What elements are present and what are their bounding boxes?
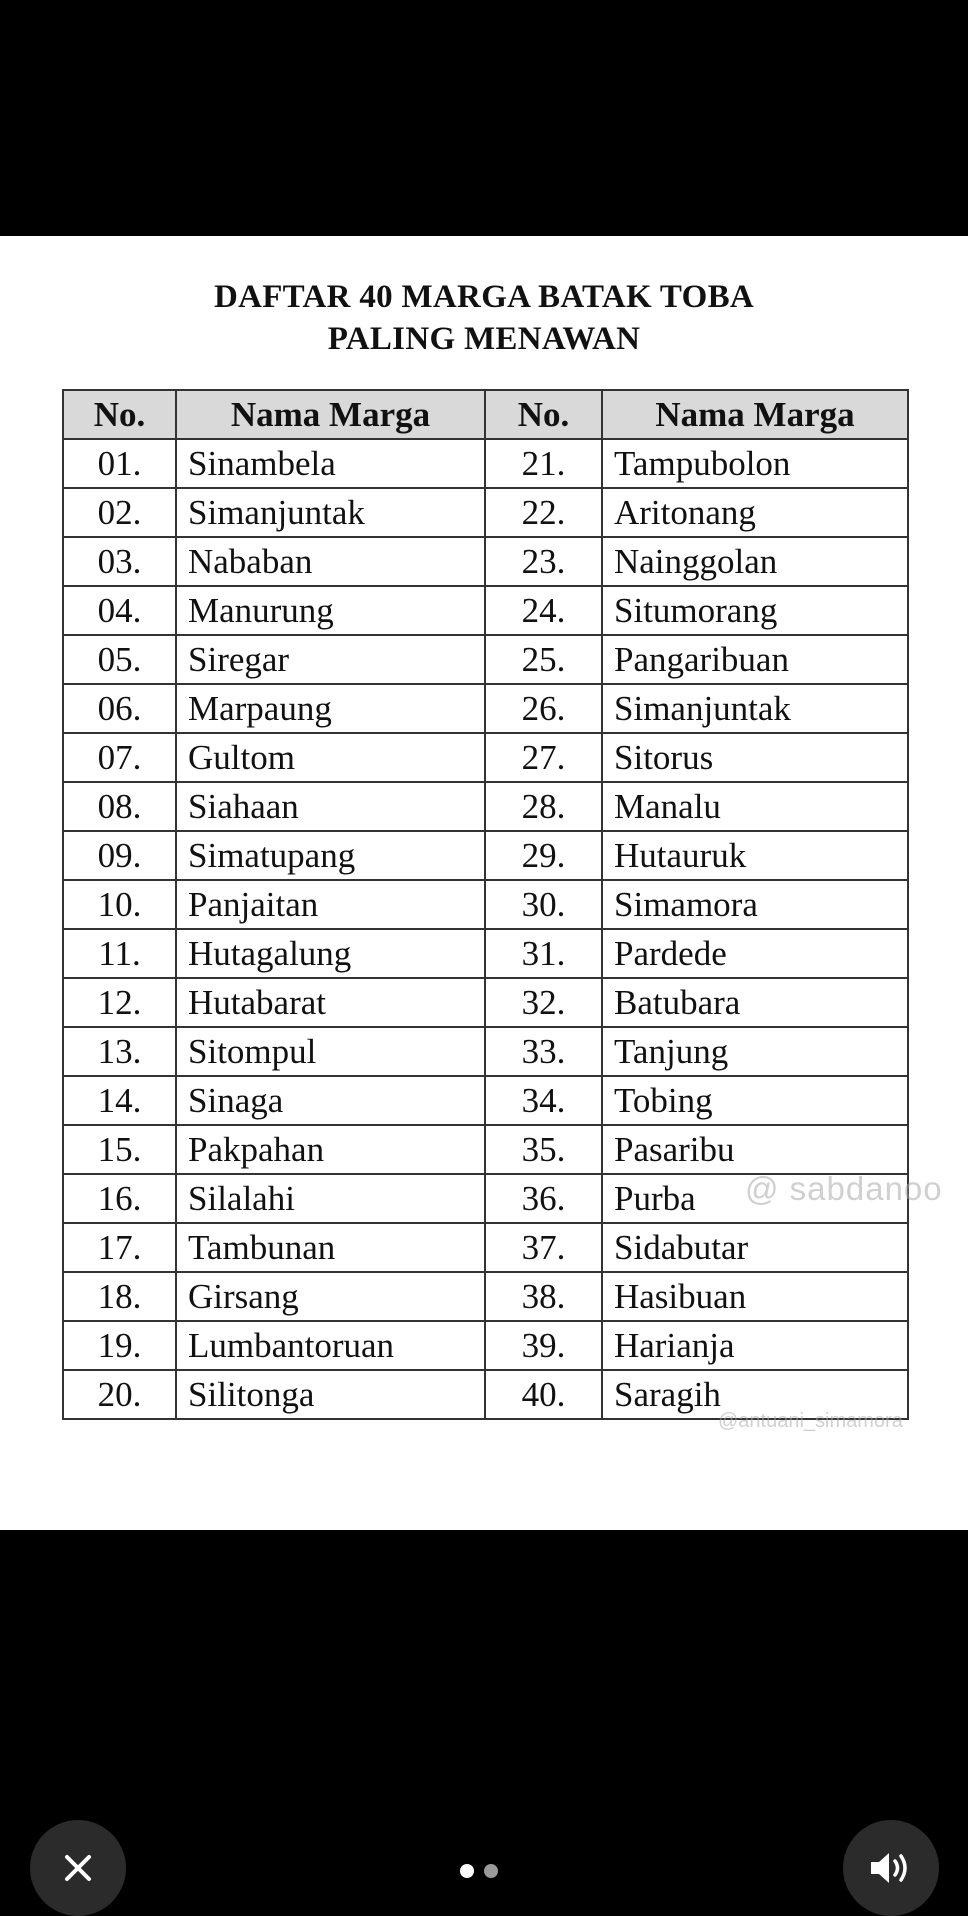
- marga-table: [62, 389, 909, 1420]
- row-marga-right: Pangaribuan: [602, 635, 908, 684]
- row-marga-left: Sitompul: [176, 1027, 485, 1076]
- row-number-right: 23.: [485, 537, 602, 586]
- row-marga-right: Sidabutar: [602, 1223, 908, 1272]
- page-dot-2[interactable]: [484, 1864, 498, 1878]
- row-number-left: 07.: [63, 733, 176, 782]
- row-number-right: 31.: [485, 929, 602, 978]
- close-button[interactable]: [30, 1820, 126, 1916]
- table-row: [63, 978, 908, 1027]
- row-number-left: 01.: [63, 439, 176, 488]
- row-marga-right: Tanjung: [602, 1027, 908, 1076]
- row-number-right: 36.: [485, 1174, 602, 1223]
- row-number-right: 37.: [485, 1223, 602, 1272]
- row-marga-right: Tampubolon: [602, 439, 908, 488]
- row-marga-left: Silalahi: [176, 1174, 485, 1223]
- table-row: [63, 488, 908, 537]
- table-row: [63, 782, 908, 831]
- player-controls: [0, 1800, 968, 1912]
- table-body: [63, 439, 908, 1419]
- table-row: [63, 880, 908, 929]
- row-number-left: 08.: [63, 782, 176, 831]
- row-marga-left: Sinaga: [176, 1076, 485, 1125]
- row-number-right: 28.: [485, 782, 602, 831]
- table-row: [63, 537, 908, 586]
- table-row: [63, 1223, 908, 1272]
- table-row: [63, 439, 908, 488]
- row-marga-right: Harianja: [602, 1321, 908, 1370]
- row-number-left: 10.: [63, 880, 176, 929]
- row-marga-right: Purba: [602, 1174, 908, 1223]
- row-marga-left: Lumbantoruan: [176, 1321, 485, 1370]
- table-row: [63, 1125, 908, 1174]
- row-number-left: 05.: [63, 635, 176, 684]
- row-marga-left: Marpaung: [176, 684, 485, 733]
- row-marga-right: Situmorang: [602, 586, 908, 635]
- row-number-right: 33.: [485, 1027, 602, 1076]
- row-marga-left: Hutagalung: [176, 929, 485, 978]
- header-no-left: No.: [63, 390, 176, 439]
- row-marga-right: Saragih: [602, 1370, 908, 1419]
- table-row: [63, 929, 908, 978]
- speaker-icon: [867, 1848, 915, 1888]
- row-number-left: 03.: [63, 537, 176, 586]
- page-indicator: [460, 1864, 498, 1878]
- table-row: [63, 1027, 908, 1076]
- row-marga-left: Gultom: [176, 733, 485, 782]
- row-marga-right: Nainggolan: [602, 537, 908, 586]
- header-no-right: No.: [485, 390, 602, 439]
- row-marga-right: Tobing: [602, 1076, 908, 1125]
- row-number-right: 27.: [485, 733, 602, 782]
- row-marga-right: Pasaribu: [602, 1125, 908, 1174]
- page-dot-1[interactable]: [460, 1864, 474, 1878]
- table-row: [63, 586, 908, 635]
- document-title: [0, 276, 968, 360]
- close-icon: [61, 1851, 95, 1885]
- row-number-left: 14.: [63, 1076, 176, 1125]
- row-marga-right: Simamora: [602, 880, 908, 929]
- table-row: [63, 635, 908, 684]
- row-number-right: 30.: [485, 880, 602, 929]
- row-number-left: 20.: [63, 1370, 176, 1419]
- row-marga-left: Siregar: [176, 635, 485, 684]
- row-number-left: 09.: [63, 831, 176, 880]
- row-number-right: 25.: [485, 635, 602, 684]
- row-marga-right: Hutauruk: [602, 831, 908, 880]
- row-number-left: 06.: [63, 684, 176, 733]
- row-number-left: 19.: [63, 1321, 176, 1370]
- row-number-right: 22.: [485, 488, 602, 537]
- row-number-right: 24.: [485, 586, 602, 635]
- row-marga-right: Sitorus: [602, 733, 908, 782]
- title-line-1: DAFTAR 40 MARGA BATAK TOBA: [213, 279, 755, 315]
- row-marga-left: Simatupang: [176, 831, 485, 880]
- row-marga-left: Pakpahan: [176, 1125, 485, 1174]
- row-marga-right: Batubara: [602, 978, 908, 1027]
- header-name-left: Nama Marga: [176, 390, 485, 439]
- row-number-right: 29.: [485, 831, 602, 880]
- row-number-right: 39.: [485, 1321, 602, 1370]
- row-number-right: 38.: [485, 1272, 602, 1321]
- row-marga-left: Hutabarat: [176, 978, 485, 1027]
- title-line-2: PALING MENAWAN: [327, 321, 641, 357]
- row-marga-left: Siahaan: [176, 782, 485, 831]
- table-row: [63, 831, 908, 880]
- table-row: [63, 1076, 908, 1125]
- sound-button[interactable]: [843, 1820, 939, 1916]
- row-number-right: 40.: [485, 1370, 602, 1419]
- row-number-left: 04.: [63, 586, 176, 635]
- table-row: [63, 684, 908, 733]
- table-header-row: [63, 390, 908, 439]
- row-marga-right: Aritonang: [602, 488, 908, 537]
- row-marga-right: Simanjuntak: [602, 684, 908, 733]
- row-number-right: 32.: [485, 978, 602, 1027]
- document-image: [0, 236, 968, 1530]
- row-number-left: 13.: [63, 1027, 176, 1076]
- row-number-left: 11.: [63, 929, 176, 978]
- table-row: [63, 733, 908, 782]
- row-marga-left: Girsang: [176, 1272, 485, 1321]
- row-number-left: 18.: [63, 1272, 176, 1321]
- row-marga-left: Panjaitan: [176, 880, 485, 929]
- row-marga-left: Simanjuntak: [176, 488, 485, 537]
- row-number-right: 26.: [485, 684, 602, 733]
- row-marga-left: Nababan: [176, 537, 485, 586]
- row-number-left: 02.: [63, 488, 176, 537]
- row-marga-right: Hasibuan: [602, 1272, 908, 1321]
- row-number-left: 15.: [63, 1125, 176, 1174]
- row-number-right: 21.: [485, 439, 602, 488]
- row-number-right: 35.: [485, 1125, 602, 1174]
- row-number-left: 17.: [63, 1223, 176, 1272]
- watermark-primary: @ sabdanoo: [745, 1170, 943, 1207]
- table-row: [63, 1272, 908, 1321]
- table-row: [63, 1321, 908, 1370]
- row-marga-left: Manurung: [176, 586, 485, 635]
- row-number-right: 34.: [485, 1076, 602, 1125]
- row-number-left: 16.: [63, 1174, 176, 1223]
- watermark-secondary: @antuani_simamora: [718, 1410, 903, 1432]
- row-marga-left: Tambunan: [176, 1223, 485, 1272]
- row-marga-left: Silitonga: [176, 1370, 485, 1419]
- row-marga-right: Pardede: [602, 929, 908, 978]
- row-number-left: 12.: [63, 978, 176, 1027]
- row-marga-right: Manalu: [602, 782, 908, 831]
- row-marga-left: Sinambela: [176, 439, 485, 488]
- header-name-right: Nama Marga: [602, 390, 908, 439]
